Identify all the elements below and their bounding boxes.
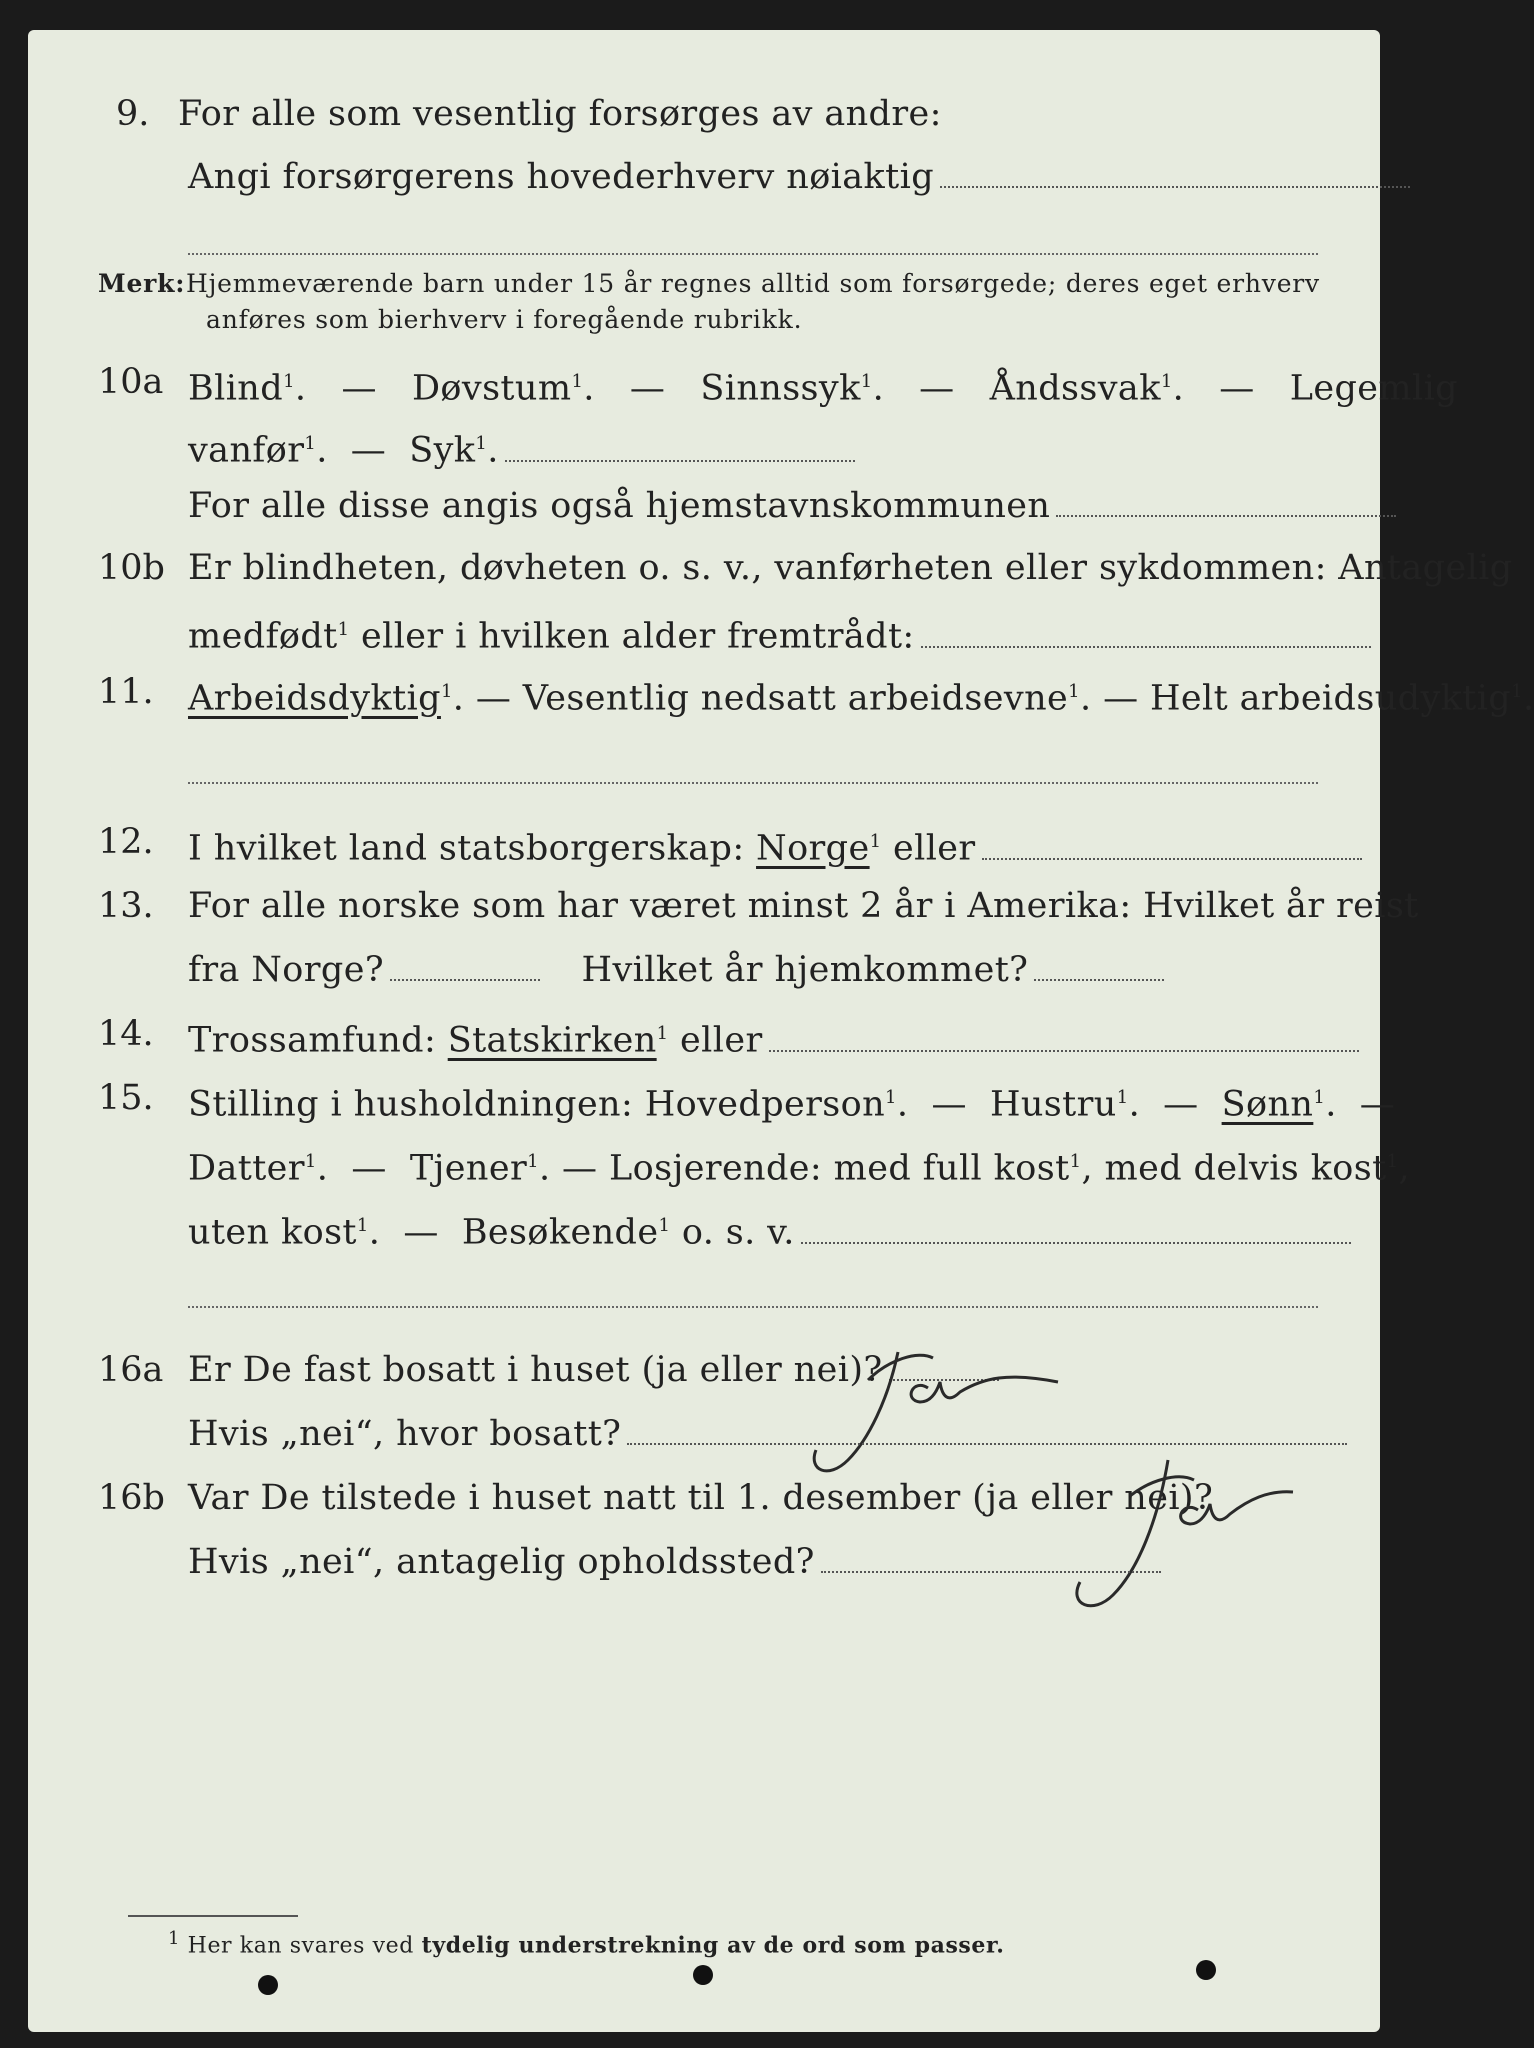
sup-mark: 1 (1313, 1087, 1326, 1108)
opt-medfodt: medfødt (188, 616, 338, 657)
merk-label: Merk: (98, 269, 186, 298)
q15-line1: Stilling i husholdningen: Hovedperson$^1$. — Hustru$^1$. — Sønn$^1$. — (188, 1084, 1396, 1125)
opt-udyktig: Helt arbeidsudyktig (1150, 678, 1512, 719)
q16a-hvor-bosatt: Hvis „nei“, hvor bosatt? (188, 1414, 622, 1454)
sup-mark: 1 (527, 1151, 539, 1172)
footnote (168, 1928, 1004, 1958)
sup-mark: 1 (1069, 1151, 1082, 1172)
footnote-bold-text: tydelig understrekning av de ord som passer. (421, 1932, 1005, 1959)
q9-rule (188, 253, 1318, 255)
dash: — (1359, 1084, 1396, 1125)
dash: — (341, 368, 377, 409)
q11-rule (188, 782, 1318, 784)
opt-norge: Norge (756, 828, 870, 869)
q14-text: Trossamfund: (188, 1020, 437, 1061)
q10b-line2 (188, 608, 1371, 659)
sup-mark: 1 (869, 831, 882, 852)
q16a-question: Er De fast bosatt i huset (ja eller nei)? (188, 1350, 883, 1390)
q10a-number: 10a (98, 362, 164, 402)
dash: — (403, 1212, 439, 1253)
q9-number: 9. (116, 94, 150, 134)
q13-line1: For alle norske som har været minst 2 år i Amerika: Hvilket år reist (188, 886, 1419, 926)
q16a-number: 16a (98, 1350, 164, 1390)
q13-reist-label: fra Norge? (188, 950, 384, 990)
q10a-hjemstavn-blank (1056, 515, 1396, 517)
q10b-answer-blank (921, 646, 1371, 648)
q10b-line1: Er blindheten, døvheten o. s. v., vanførheten eller sykdommen: Antagelig (188, 548, 1513, 588)
q9-line2 (188, 155, 1410, 199)
q12-text: I hvilket land statsborgerskap: (188, 828, 745, 869)
census-form-page (28, 30, 1534, 2032)
q11-line: Arbeidsdyktig$^1$. — Vesentlig nedsatt arbeidsevne$^1$. — Helt arbeidsudyktig$^1$. (188, 678, 1534, 719)
sup-mark: 1 (475, 433, 488, 454)
opt-nedsatt: Vesentlig nedsatt arbeidsevne (522, 678, 1069, 719)
q10b-number: 10b (98, 548, 165, 588)
q10a-line1: Blind$^1$. — Døvstum$^1$. — Sinnssyk$^1$. — Åndssvak$^1$. — Legemlig (188, 368, 1458, 409)
opt-arbeidsdyktig: Arbeidsdyktig (188, 678, 441, 719)
opt-sonn: Sønn (1221, 1084, 1314, 1125)
q9-line1: For alle som vesentlig forsørges av andre: (178, 94, 942, 134)
merk-line2: anføres som bierhverv i foregående rubrikk. (206, 305, 803, 334)
dash: — (919, 368, 955, 409)
q12-line (188, 820, 1362, 871)
q10a-syk-blank (505, 460, 855, 462)
q16b-answer-blank (821, 1571, 1161, 1573)
sup-mark: 1 (658, 1215, 671, 1236)
q14-line (188, 1012, 1359, 1063)
opt-statskirken: Statskirken (447, 1020, 657, 1061)
sup-mark: 1 (304, 433, 317, 454)
dash: — (1103, 678, 1139, 719)
q16b-handwritten-answer (1068, 1450, 1328, 1620)
q10a-line3-text: For alle disse angis også hjemstavnskommunen (188, 486, 1051, 526)
q13-line2 (188, 948, 1164, 992)
dash: — (629, 368, 666, 409)
q15-line3: uten kost$^1$. — Besøkende$^1$ o. s. v. (188, 1204, 1351, 1255)
sup-mark: 1 (656, 1023, 669, 1044)
sup-mark: 1 (1160, 371, 1173, 392)
footnote-mark: 1 (168, 1928, 181, 1949)
opt-syk: Syk (409, 430, 476, 471)
sup-mark: 1 (571, 371, 584, 392)
q13-reist-blank (390, 979, 540, 981)
sup-mark: 1 (860, 371, 873, 392)
dash: — (475, 678, 512, 719)
opt-besokende: Besøkende (461, 1212, 659, 1253)
q16b-opholdssted: Hvis „nei“, antagelig opholdssted? (188, 1542, 815, 1582)
q15-number: 15. (98, 1078, 154, 1118)
punch-hole-right (1196, 1960, 1216, 1980)
opt-andssvak: Åndssvak (989, 368, 1161, 409)
opt-dovstum: Døvstum (411, 368, 572, 409)
opt-datter: Datter (188, 1148, 305, 1189)
q13-hjemkommet-blank (1034, 979, 1164, 981)
merk-line1: Hjemmeværende barn under 15 år regnes alltid som forsørgede; deres eget erhverv (186, 269, 1320, 298)
sup-mark: 1 (885, 1087, 897, 1108)
q15-osv: o. s. v. (681, 1212, 795, 1253)
sup-mark: 1 (337, 619, 350, 640)
q16b-answer-text: Ja (1068, 1450, 1069, 1451)
sup-mark: 1 (1068, 681, 1080, 702)
q14-eller: eller (680, 1020, 763, 1061)
q13-number: 13. (98, 886, 154, 926)
q14-answer-blank (769, 1050, 1359, 1052)
sup-mark: 1 (304, 1151, 317, 1172)
opt-hovedperson: Stilling i husholdningen: Hovedperson (188, 1084, 886, 1125)
q15-answer-blank (801, 1242, 1351, 1244)
opt-legemlig: Legemlig (1289, 368, 1458, 409)
sup-mark: 1 (1511, 681, 1523, 702)
sup-mark: 1 (1116, 1087, 1129, 1108)
q16b-line1: Var De tilstede i huset natt til 1. desember (ja eller nei)? (188, 1478, 1214, 1518)
q14-number: 14. (98, 1014, 154, 1054)
dash: — (1219, 368, 1255, 409)
opt-blind: Blind (188, 368, 284, 409)
sup-mark: 1 (440, 681, 453, 702)
punch-hole-center (693, 1965, 713, 1985)
dash: — (1163, 1084, 1199, 1125)
opt-uten-kost: uten kost (188, 1212, 357, 1253)
dash: — (351, 1148, 387, 1189)
opt-delvis-kost: med delvis kost (1104, 1148, 1387, 1189)
q10b-line2-text: eller i hvilken alder fremtrådt: (361, 616, 915, 657)
dash: — (562, 1148, 598, 1189)
q16a-bosatt-blank (627, 1443, 1347, 1445)
dash: — (931, 1084, 967, 1125)
q10a-line3 (188, 484, 1396, 528)
opt-vanfor: vanfør (188, 430, 305, 471)
q13-hjemkommet-label: Hvilket år hjemkommet? (581, 950, 1029, 990)
sup-mark: 1 (283, 371, 295, 392)
opt-sinnssyk: Sinnssyk (700, 368, 861, 409)
q10a-line2: vanfør$^1$. — Syk$^1$. (188, 422, 855, 473)
sup-mark: 1 (1386, 1151, 1399, 1172)
q16b-number: 16b (98, 1478, 165, 1518)
q16a-answer-text: Ja (808, 1330, 809, 1331)
q12-answer-blank (982, 858, 1362, 860)
sup-mark: 1 (356, 1215, 369, 1236)
q12-eller: eller (892, 828, 976, 869)
footnote-text: Her kan svares ved (187, 1933, 414, 1959)
q12-number: 12. (98, 822, 154, 862)
opt-full-kost: Losjerende: med full kost (608, 1148, 1070, 1189)
opt-tjener: Tjener (409, 1148, 528, 1189)
opt-hustru: Hustru (989, 1084, 1117, 1125)
q15-rule (188, 1306, 1318, 1308)
punch-hole-left (258, 1975, 278, 1995)
q9-answer-blank (940, 186, 1410, 188)
q9-line2-text: Angi forsørgerens hovederhverv nøiaktig (188, 157, 935, 197)
q11-number: 11. (98, 672, 154, 712)
dash: — (350, 430, 387, 471)
q15-line2: Datter$^1$. — Tjener$^1$. — Losjerende: med full kost$^1$, med delvis kost$^1$, (188, 1148, 1410, 1189)
q16b-line2 (188, 1540, 1161, 1584)
footnote-rule (128, 1915, 298, 1917)
